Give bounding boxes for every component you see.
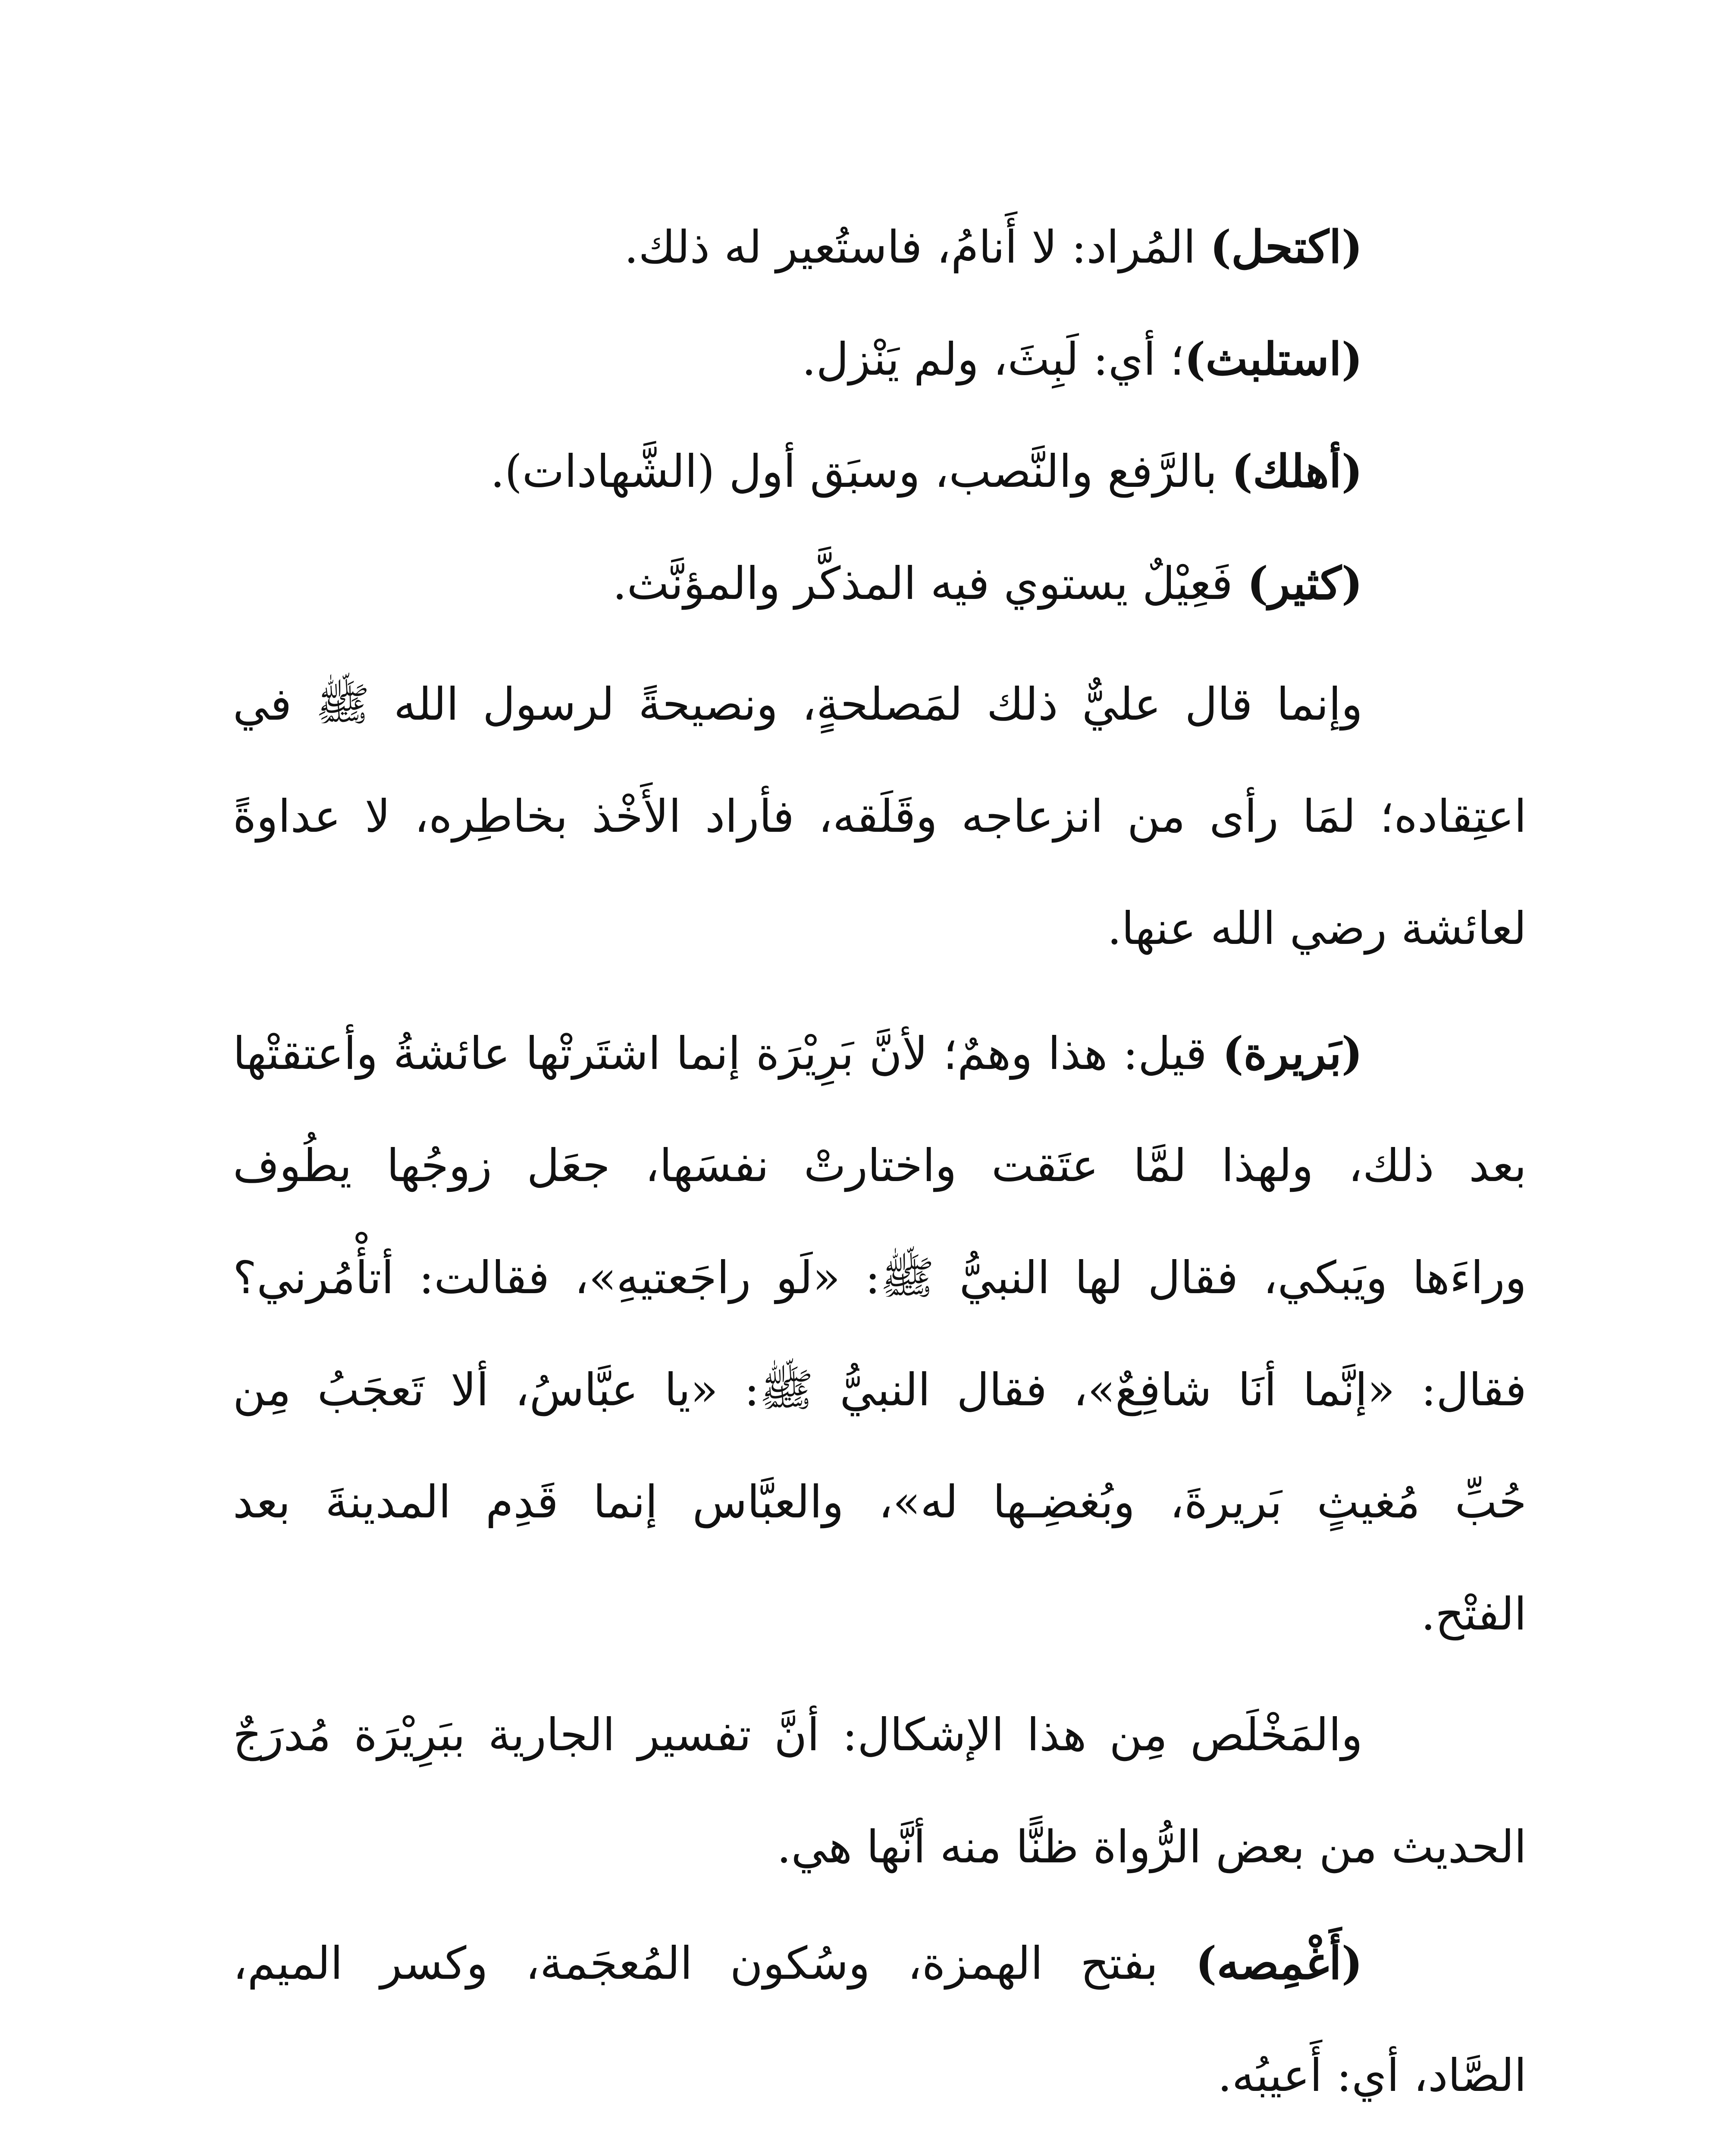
text-line bbox=[1421, 1557, 1527, 1671]
line-text: والمَخْلَص مِن هذا الإشكال: أنَّ تفسير الجارية ببَرِيْرَة مُدرَجٌ bbox=[233, 1708, 1363, 1761]
line-text: ؛ أي: لَبِثَ، ولم يَنْزل. bbox=[802, 333, 1185, 385]
text-line bbox=[1218, 2018, 1527, 2133]
line-text: حُبِّ مُغيثٍ بَريرةَ، وبُغضِـها له»، والعبَّاس إنما قَدِم المدينةَ بعد bbox=[233, 1476, 1527, 1528]
text-line bbox=[233, 1445, 1527, 1559]
text-line bbox=[233, 2134, 1363, 2156]
text-line bbox=[233, 647, 1363, 761]
text-line bbox=[233, 1108, 1527, 1223]
line-text: اعتِقاده؛ لمَا رأى من انزعاجه وقَلَقه، فأراد الأَخْذ بخاطِره، لا عداوةً bbox=[233, 790, 1527, 843]
glossary-term: (أهلك) bbox=[1231, 445, 1363, 498]
text-line bbox=[490, 414, 1363, 529]
line-text: لعائشة رضي الله عنها. bbox=[1107, 902, 1527, 955]
text-line bbox=[233, 1677, 1363, 1792]
line-text: الفتْح. bbox=[1421, 1588, 1527, 1640]
glossary-term: (أَغْمِصه) bbox=[1195, 1937, 1363, 1990]
line-text: الصَّاد، أي: أَعيبُه. bbox=[1217, 2049, 1527, 2102]
line-text: المُراد: لا أَنامُ، فاستُعير له ذلك. bbox=[624, 221, 1210, 273]
line-text: وإنما قال عليٌّ ذلك لمَصلحةٍ، ونصيحةً لرسول الله ﷺ في bbox=[233, 678, 1363, 730]
glossary-term: (استلبث) bbox=[1184, 332, 1363, 385]
line-text: وراءَها ويَبكي، فقال لها النبيُّ ﷺ: «لَو راجَعتيهِ»، فقالت: أتأْمُرني؟ bbox=[233, 1251, 1527, 1304]
text-line bbox=[233, 996, 1363, 1111]
line-text: بفتح الهمزة، وسُكون المُعجَمة، وكسر الميم، bbox=[233, 1937, 1158, 1990]
text-line bbox=[624, 190, 1363, 304]
line-text: فقال: «إنَّما أنَا شافِعٌ»، فقال النبيُّ ﷺ: «يا عبَّاسُ، ألا تَعجَبُ مِن bbox=[233, 1363, 1527, 1416]
text-line bbox=[233, 1220, 1527, 1335]
line-text: الحديث من بعض الرُّواة ظنًّا منه أنَّها هي. bbox=[777, 1821, 1527, 1873]
text-line bbox=[777, 1789, 1527, 1904]
text-line bbox=[613, 526, 1363, 641]
glossary-term: (كثير) bbox=[1247, 557, 1363, 610]
text-line bbox=[802, 302, 1363, 417]
text-line bbox=[233, 1332, 1527, 1447]
line-text: فَعِيْلٌ يستوي فيه المذكَّر والمؤنَّث. bbox=[612, 557, 1247, 610]
line-text: قيل: هذا وهمٌ؛ لأنَّ بَرِيْرَة إنما اشتَرتْها عائشةُ وأعتقتْها bbox=[233, 1027, 1223, 1080]
text-line bbox=[233, 1906, 1363, 2021]
line-text: بالرَّفع والنَّصب، وسبَق أول (الشَّهادات). bbox=[490, 445, 1232, 498]
text-line bbox=[233, 759, 1527, 874]
glossary-term: (بَريرة) bbox=[1222, 1027, 1363, 1080]
text-line bbox=[1107, 871, 1527, 986]
glossary-term: (اكتحل) bbox=[1210, 220, 1363, 273]
line-text: بعد ذلك، ولهذا لمَّا عتَقت واختارتْ نفسَها، جعَل زوجُها يطُوف bbox=[233, 1139, 1527, 1192]
